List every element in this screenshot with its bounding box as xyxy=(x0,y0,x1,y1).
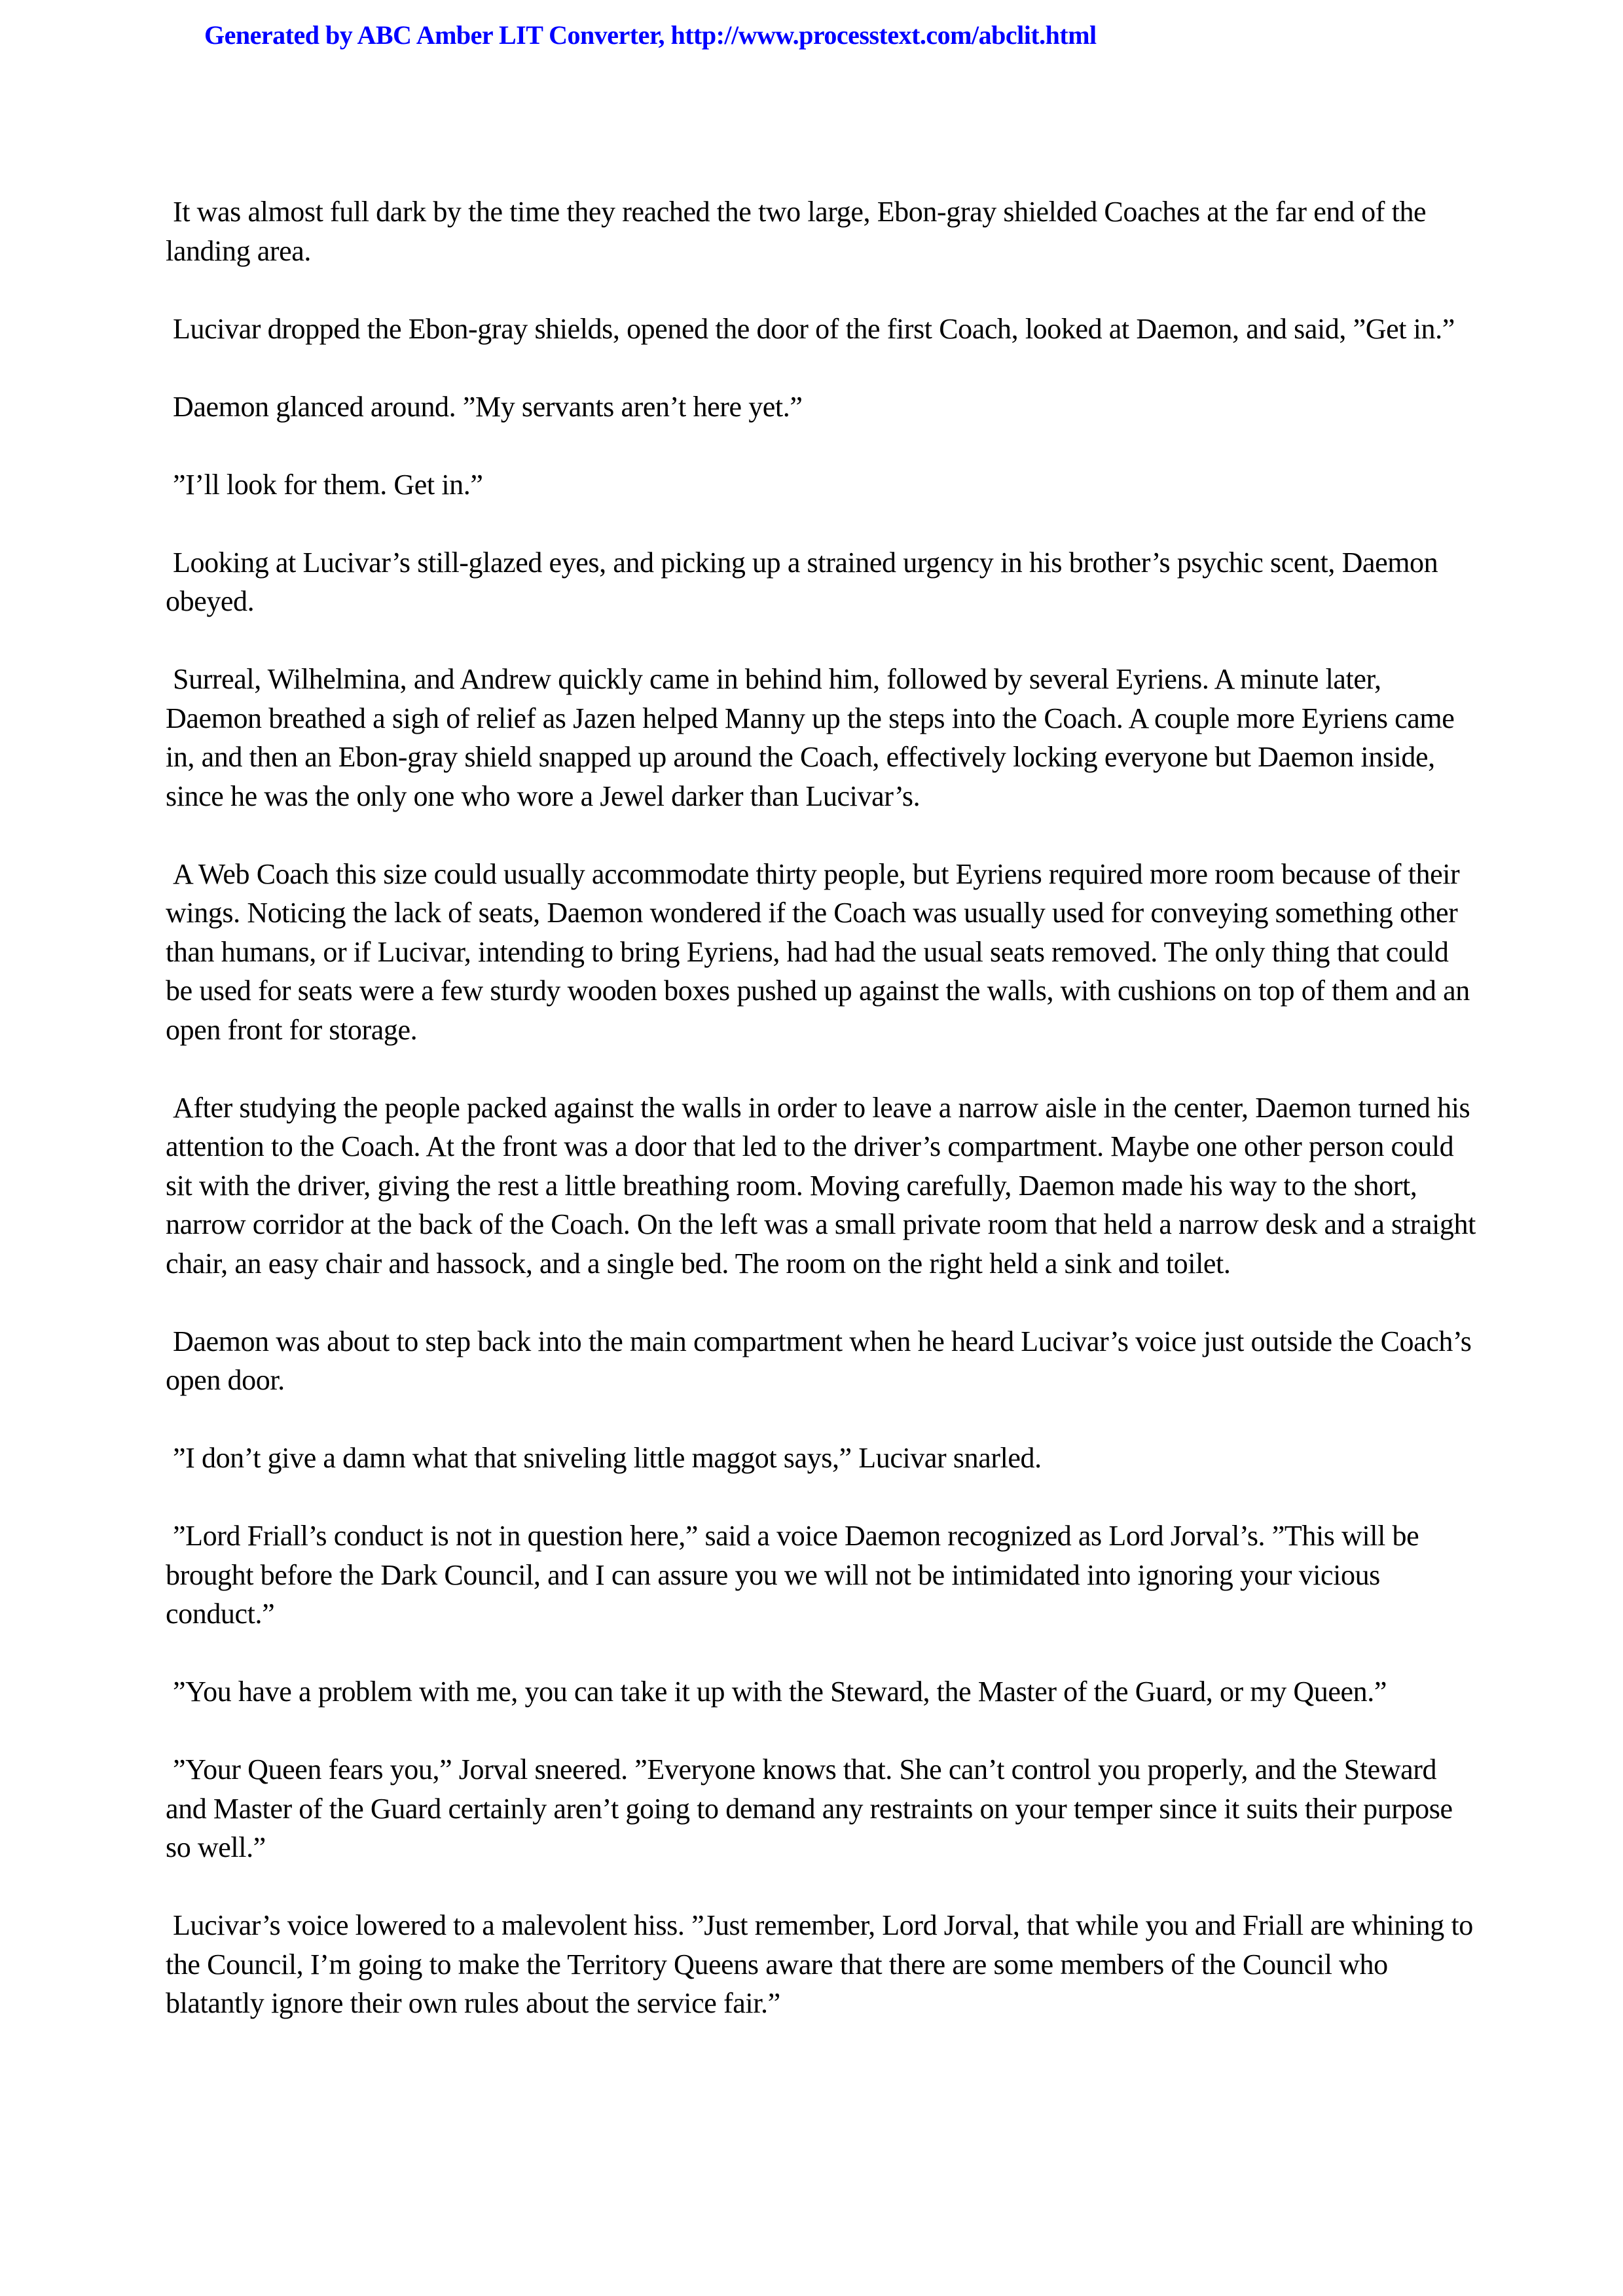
paragraph-10: ”I don’t give a damn what that sniveling little maggot says,” Lucivar snarled. xyxy=(173,1442,1042,1474)
paragraph-3: Daemon glanced around. ”My servants aren’t here yet.” xyxy=(173,390,803,423)
paragraph-6: Surreal, Wilhelmina, and Andrew quickly came in behind him, followed by several Eyriens. A minute later, Daemon breathed a sigh of relief as Jazen helped Manny up the steps into the Coach. A couple more Eyriens came in, and then an Ebon-gray shield snapped up around the Coach, effectively locking everyone but Daemon inside, since he was the only one who wore a Jewel darker than Lucivar’s. xyxy=(166,663,1455,812)
paragraph-11: ”Lord Friall’s conduct is not in question here,” said a voice Daemon recognized as Lord Jorval’s. ”This will be brought before the Dark Council, and I can assure you we will not be intimidated into ignoring your vicious conduct.” xyxy=(166,1520,1419,1630)
paragraph-12: ”You have a problem with me, you can take it up with the Steward, the Master of the Guard, or my Queen.” xyxy=(173,1676,1387,1708)
converter-header-text: Generated by ABC Amber LIT Converter, xyxy=(204,20,671,50)
paragraph-2: Lucivar dropped the Ebon-gray shields, opened the door of the first Coach, looked at Daemon, and said, ”Get in.” xyxy=(173,312,1455,345)
paragraph-13: ”Your Queen fears you,” Jorval sneered. ”Everyone knows that. She can’t control you properly, and the Steward and Master of the Guard certainly aren’t going to demand any restraints on your temper since it suits their purpose so well.” xyxy=(166,1753,1453,1863)
document-body xyxy=(166,192,1478,2062)
paragraph-4: ”I’ll look for them. Get in.” xyxy=(173,468,483,501)
converter-header xyxy=(204,20,1097,51)
converter-link[interactable]: http://www.processtext.com/abclit.html xyxy=(670,20,1097,50)
paragraph-14: Lucivar’s voice lowered to a malevolent hiss. ”Just remember, Lord Jorval, that while you and Friall are whining to the Council, I’m going to make the Territory Queens aware that there are some members of the Council who blatantly ignore their own rules about the service fair.” xyxy=(166,1909,1473,2019)
paragraph-5: Looking at Lucivar’s still-glazed eyes, and picking up a strained urgency in his brother’s psychic scent, Daemon obeyed. xyxy=(166,546,1438,617)
paragraph-7: A Web Coach this size could usually accommodate thirty people, but Eyriens required more room because of their wings. Noticing the lack of seats, Daemon wondered if the Coach was usually used for conveying something other than humans, or if Lucivar, intending to bring Eyriens, had had the usual seats removed. The only thing that could be used for seats were a few sturdy wooden boxes pushed up against the walls, with cushions on top of them and an open front for storage. xyxy=(166,857,1470,1046)
paragraph-9: Daemon was about to step back into the main compartment when he heard Lucivar’s voice just outside the Coach’s open door. xyxy=(166,1325,1472,1396)
paragraph-8: After studying the people packed against the walls in order to leave a narrow aisle in the center, Daemon turned his attention to the Coach. At the front was a door that led to the driver’s compartment. Maybe one other person could sit with the driver, giving the rest a little breathing room. Moving carefully, Daemon made his way to the short, narrow corridor at the back of the Coach. On the left was a small private room that held a narrow desk and a straight chair, an easy chair and hassock, and a single bed. The room on the right held a sink and toilet. xyxy=(166,1091,1476,1280)
paragraph-1: It was almost full dark by the time they reached the two large, Ebon-gray shielded Coaches at the far end of the landing area. xyxy=(166,196,1427,267)
